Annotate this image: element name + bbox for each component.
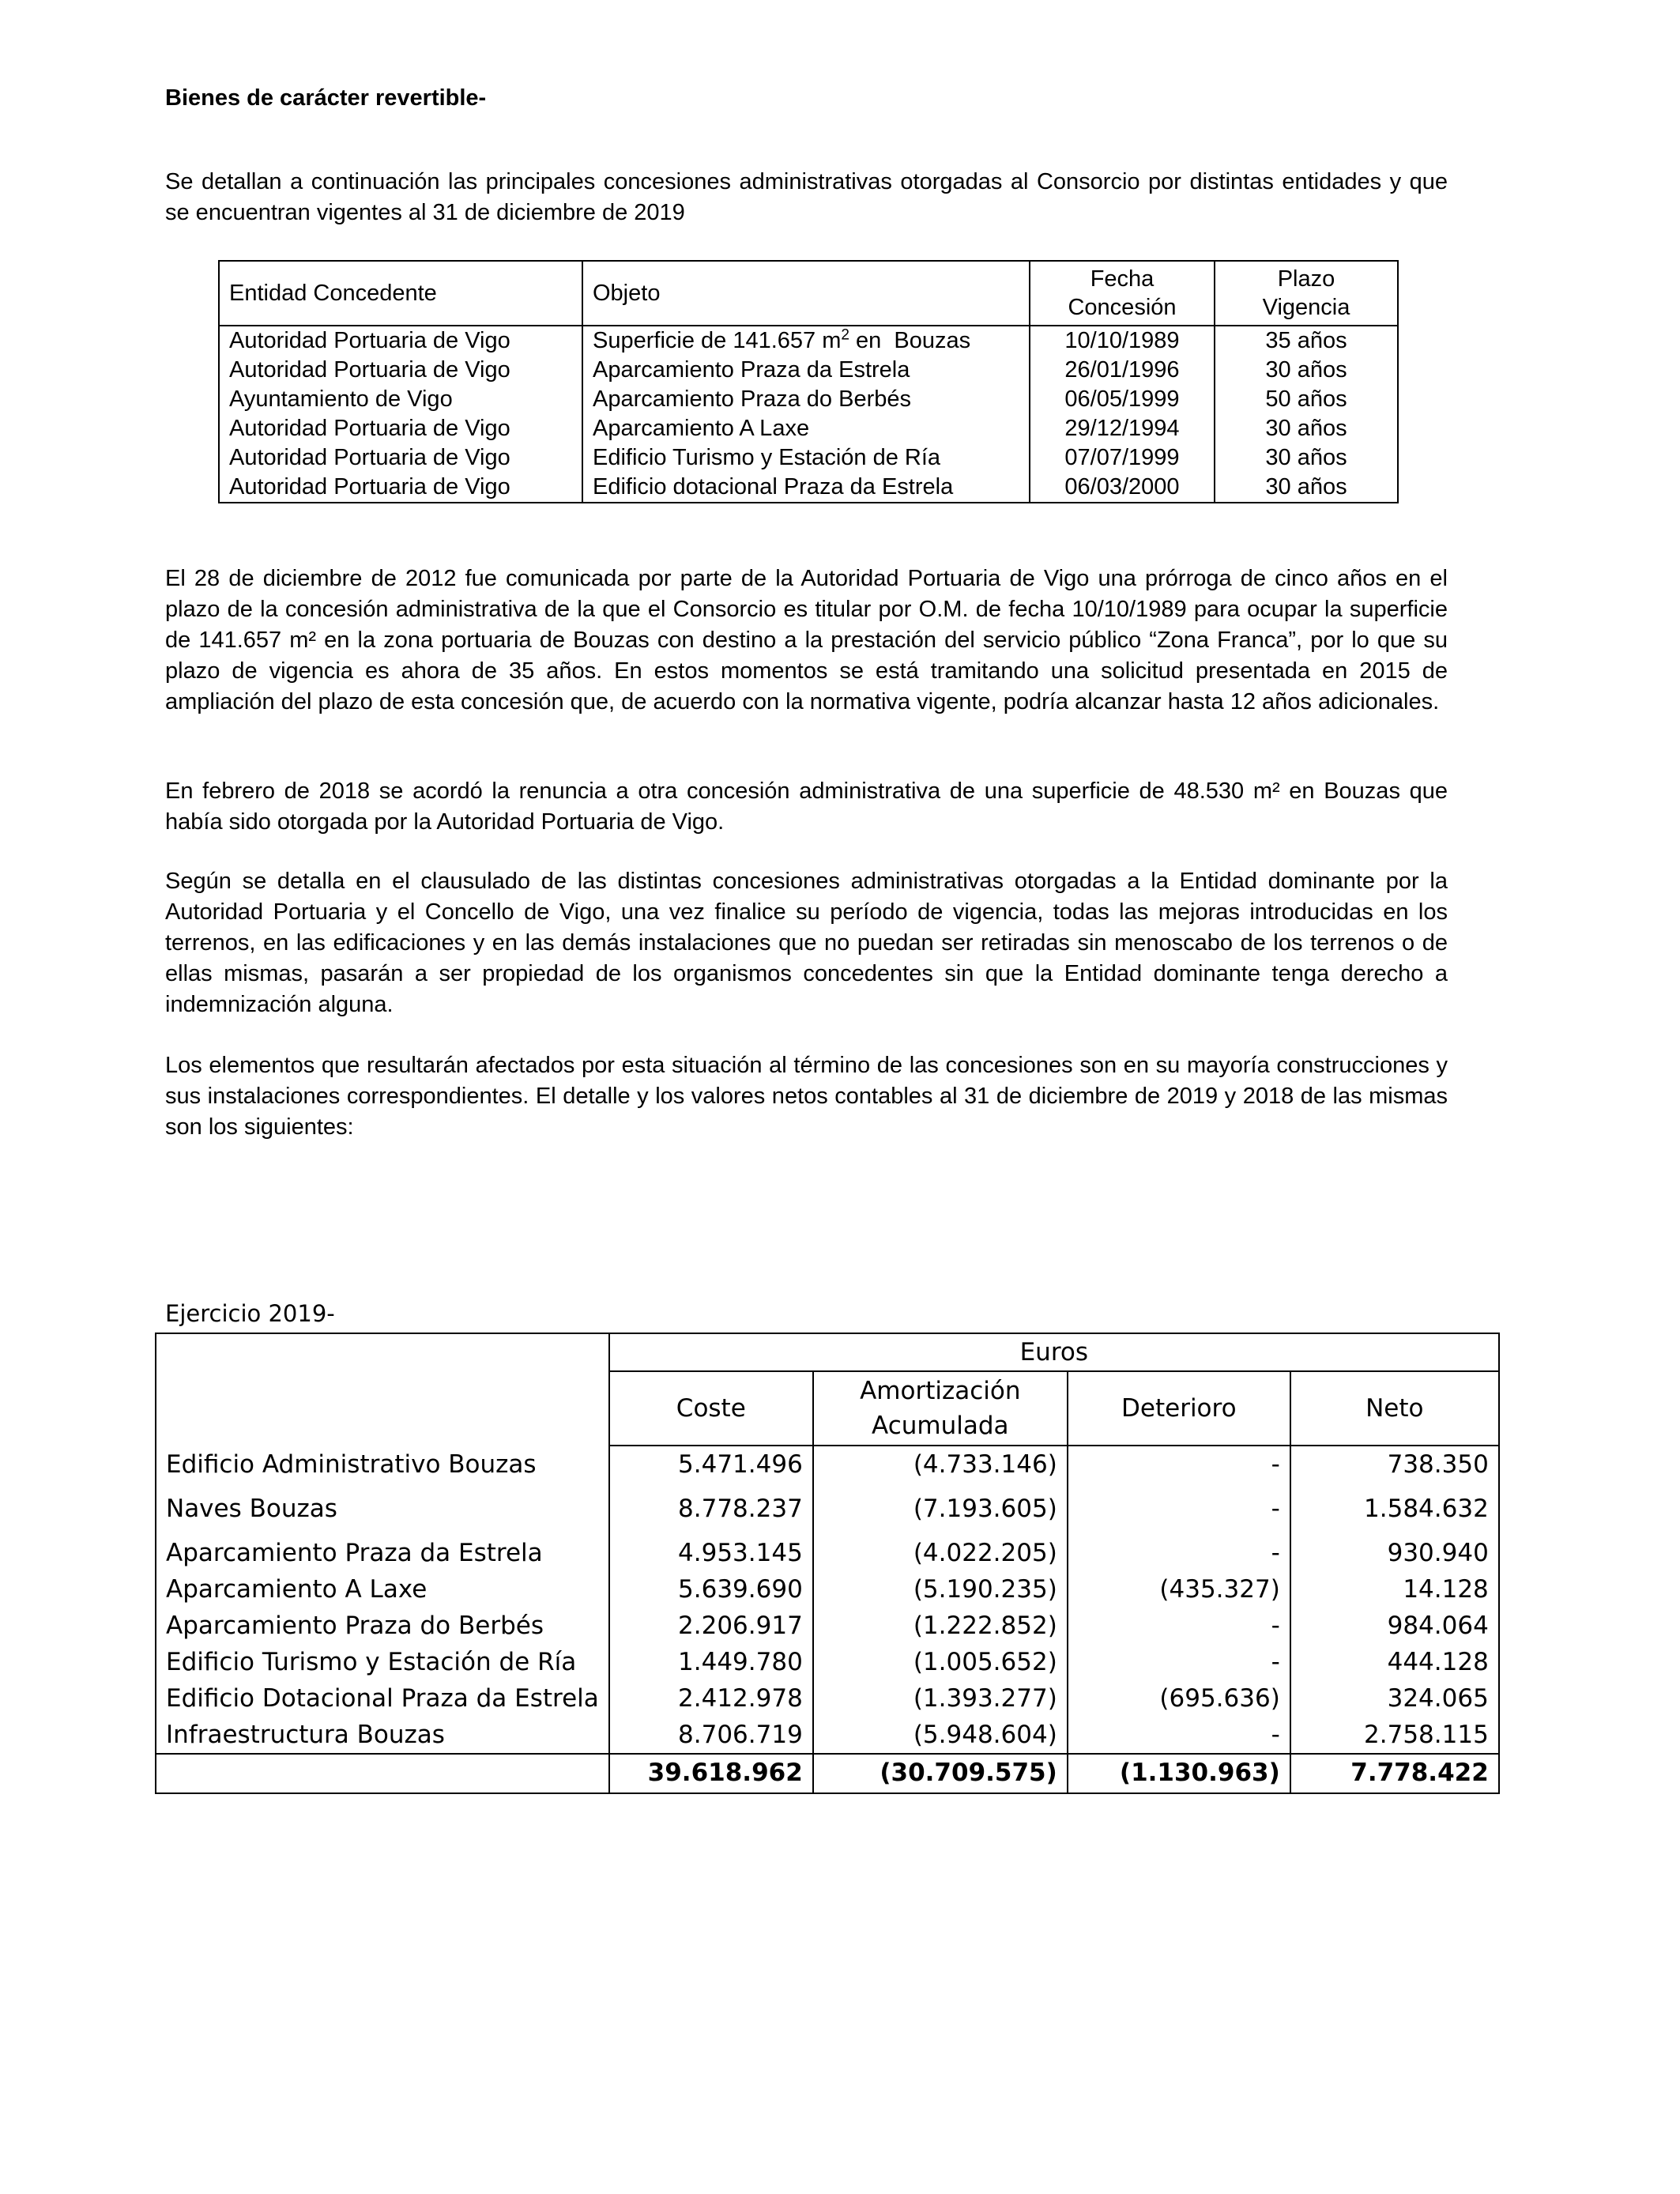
cell-coste: 5.639.690 — [609, 1571, 813, 1608]
cell-elemento: Aparcamiento A Laxe — [156, 1571, 609, 1608]
cell-plazo: 30 años — [1215, 443, 1398, 473]
cell-plazo: 30 años — [1215, 473, 1398, 503]
cell-neto: 14.128 — [1290, 1571, 1499, 1608]
cell-coste: 1.449.780 — [609, 1644, 813, 1680]
cell-neto: 2.758.115 — [1290, 1717, 1499, 1754]
cell-elemento: Aparcamiento Praza da Estrela — [156, 1535, 609, 1571]
header-coste: Coste — [609, 1371, 813, 1446]
table-row — [156, 1608, 1499, 1644]
cell-deterioro: - — [1068, 1446, 1290, 1483]
cell-coste: 2.412.978 — [609, 1680, 813, 1717]
table-row — [219, 414, 1398, 443]
cell-coste: 5.471.496 — [609, 1446, 813, 1483]
header-amortizacion — [813, 1371, 1068, 1446]
header-euros: Euros — [609, 1333, 1499, 1371]
cell-neto: 324.065 — [1290, 1680, 1499, 1717]
paragraph-clausulado: Según se detalla en el clausulado de las distintas concesiones administrativas otorgadas a la Entidad dominante por la Autoridad Portuaria y el Concello de Vigo, una vez finalice su período de vigencia, todas las mejoras introducidas en los terrenos, en las edificaciones y en las demás instalaciones que no puedan ser retiradas sin menoscabo de los terrenos o de ellas mismas, pasarán a ser propiedad de los organismos concedentes sin que la Entidad dominante tenga derecho a indemnización alguna. — [165, 869, 1448, 1017]
cell-fecha: 07/07/1999 — [1030, 443, 1215, 473]
cell-amortizacion: (7.193.605) — [813, 1483, 1068, 1535]
cell-amortizacion: (4.022.205) — [813, 1535, 1068, 1571]
cell-plazo: 30 años — [1215, 414, 1398, 443]
table-row — [156, 1717, 1499, 1754]
total-row — [156, 1754, 1499, 1793]
header-objeto: Objeto — [582, 261, 1030, 326]
cell-neto: 1.584.632 — [1290, 1483, 1499, 1535]
header-plazo — [1215, 261, 1398, 326]
concessions-table — [218, 260, 1399, 503]
cell-amortizacion: (1.222.852) — [813, 1608, 1068, 1644]
cell-amortizacion: (5.948.604) — [813, 1717, 1068, 1754]
cell-amortizacion: (1.005.652) — [813, 1644, 1068, 1680]
table-row — [219, 443, 1398, 473]
cell-plazo: 35 años — [1215, 326, 1398, 356]
cell-plazo: 30 años — [1215, 356, 1398, 385]
intro-paragraph: Se detallan a continuación las principales concesiones administrativas otorgadas al Consorcio por distintas entidades y que se encuentran vigentes al 31 de diciembre de 2019 — [165, 169, 1448, 225]
table-row — [156, 1535, 1499, 1571]
cell-entidad: Autoridad Portuaria de Vigo — [219, 326, 582, 356]
cell-deterioro: - — [1068, 1535, 1290, 1571]
table-row — [219, 326, 1398, 356]
header-plazo-text: Plazo Vigencia — [1262, 266, 1350, 320]
header-deterioro: Deterioro — [1068, 1371, 1290, 1446]
cell-fecha: 29/12/1994 — [1030, 414, 1215, 443]
table-row — [156, 1680, 1499, 1717]
cell-objeto: Aparcamiento Praza da Estrela — [582, 356, 1030, 385]
table-caption: Ejercicio 2019- — [165, 1300, 335, 1327]
cell-elemento: Edificio Turismo y Estación de Ría — [156, 1644, 609, 1680]
table-row — [219, 473, 1398, 503]
cell-neto: 930.940 — [1290, 1535, 1499, 1571]
cell-coste: 8.778.237 — [609, 1483, 813, 1535]
cell-entidad: Ayuntamiento de Vigo — [219, 385, 582, 414]
cell-objeto: Aparcamiento A Laxe — [582, 414, 1030, 443]
total-neto: 7.778.422 — [1290, 1754, 1499, 1793]
cell-deterioro: - — [1068, 1483, 1290, 1535]
cell-coste: 2.206.917 — [609, 1608, 813, 1644]
cell-amortizacion: (5.190.235) — [813, 1571, 1068, 1608]
total-label-cell — [156, 1754, 609, 1793]
table-row — [156, 1483, 1499, 1535]
cell-deterioro: - — [1068, 1608, 1290, 1644]
header-entidad: Entidad Concedente — [219, 261, 582, 326]
cell-objeto — [582, 326, 1030, 356]
header-fecha — [1030, 261, 1215, 326]
cell-neto: 984.064 — [1290, 1608, 1499, 1644]
superscript: 2 — [841, 326, 849, 344]
cell-elemento: Aparcamiento Praza do Berbés — [156, 1608, 609, 1644]
cell-objeto: Edificio Turismo y Estación de Ría — [582, 443, 1030, 473]
header-fecha-text: Fecha Concesión — [1068, 266, 1177, 320]
cell-entidad: Autoridad Portuaria de Vigo — [219, 473, 582, 503]
ejercicio-table — [155, 1333, 1500, 1794]
cell-neto: 444.128 — [1290, 1644, 1499, 1680]
table-row — [219, 385, 1398, 414]
cell-deterioro: - — [1068, 1717, 1290, 1754]
cell-fecha: 10/10/1989 — [1030, 326, 1215, 356]
cell-entidad: Autoridad Portuaria de Vigo — [219, 414, 582, 443]
objeto-text-end: en Bouzas — [849, 328, 971, 353]
table-row — [156, 1446, 1499, 1483]
cell-elemento: Edificio Administrativo Bouzas — [156, 1446, 609, 1483]
cell-plazo: 50 años — [1215, 385, 1398, 414]
total-deterioro: (1.130.963) — [1068, 1754, 1290, 1793]
cell-fecha: 26/01/1996 — [1030, 356, 1215, 385]
header-amortizacion-text: Amortización Acumulada — [860, 1376, 1021, 1440]
cell-neto: 738.350 — [1290, 1446, 1499, 1483]
cell-deterioro: (435.327) — [1068, 1571, 1290, 1608]
table-row — [156, 1571, 1499, 1608]
total-coste: 39.618.962 — [609, 1754, 813, 1793]
cell-deterioro: (695.636) — [1068, 1680, 1290, 1717]
paragraph-elementos: Los elementos que resultarán afectados por esta situación al término de las concesiones son en su mayoría construcciones y sus instalaciones correspondientes. El detalle y los valores netos contables al 31 de diciembre de 2019 y 2018 de las mismas son los siguientes: — [165, 1053, 1448, 1140]
paragraph-renuncia: En febrero de 2018 se acordó la renuncia a otra concesión administrativa de una superficie de 48.530 m² en Bouzas que había sido otorgada por la Autoridad Portuaria de Vigo. — [165, 778, 1448, 835]
cell-objeto: Edificio dotacional Praza da Estrela — [582, 473, 1030, 503]
objeto-text: Superficie de 141.657 m — [593, 328, 842, 353]
cell-coste: 8.706.719 — [609, 1717, 813, 1754]
cell-elemento: Infraestructura Bouzas — [156, 1717, 609, 1754]
cell-entidad: Autoridad Portuaria de Vigo — [219, 443, 582, 473]
cell-amortizacion: (1.393.277) — [813, 1680, 1068, 1717]
table-row — [219, 356, 1398, 385]
total-amortizacion: (30.709.575) — [813, 1754, 1068, 1793]
unit-header-row — [156, 1333, 1499, 1371]
cell-objeto: Aparcamiento Praza do Berbés — [582, 385, 1030, 414]
cell-entidad: Autoridad Portuaria de Vigo — [219, 356, 582, 385]
section-title: Bienes de carácter revertible- — [165, 85, 487, 111]
cell-deterioro: - — [1068, 1644, 1290, 1680]
table-row — [156, 1644, 1499, 1680]
header-neto: Neto — [1290, 1371, 1499, 1446]
paragraph-prorroga: El 28 de diciembre de 2012 fue comunicada por parte de la Autoridad Portuaria de Vigo una prórroga de cinco años en el plazo de la concesión administrativa de la que el Consorcio es titular por O.M. de fecha 10/10/1989 para ocupar la superficie de 141.657 m² en la zona portuaria de Bouzas con destino a la prestación del servicio público “Zona Franca”, por lo que su plazo de vigencia es ahora de 35 años. En estos momentos se está tramitando una solicitud presentada en 2015 de ampliación del plazo de esta concesión que, de acuerdo con la normativa vigente, podría alcanzar hasta 12 años adicionales. — [165, 566, 1448, 714]
cell-fecha: 06/03/2000 — [1030, 473, 1215, 503]
cell-fecha: 06/05/1999 — [1030, 385, 1215, 414]
table-header-row — [219, 261, 1398, 326]
header-empty-cell — [156, 1333, 609, 1446]
cell-amortizacion: (4.733.146) — [813, 1446, 1068, 1483]
cell-elemento: Naves Bouzas — [156, 1483, 609, 1535]
cell-coste: 4.953.145 — [609, 1535, 813, 1571]
cell-elemento: Edificio Dotacional Praza da Estrela — [156, 1680, 609, 1717]
